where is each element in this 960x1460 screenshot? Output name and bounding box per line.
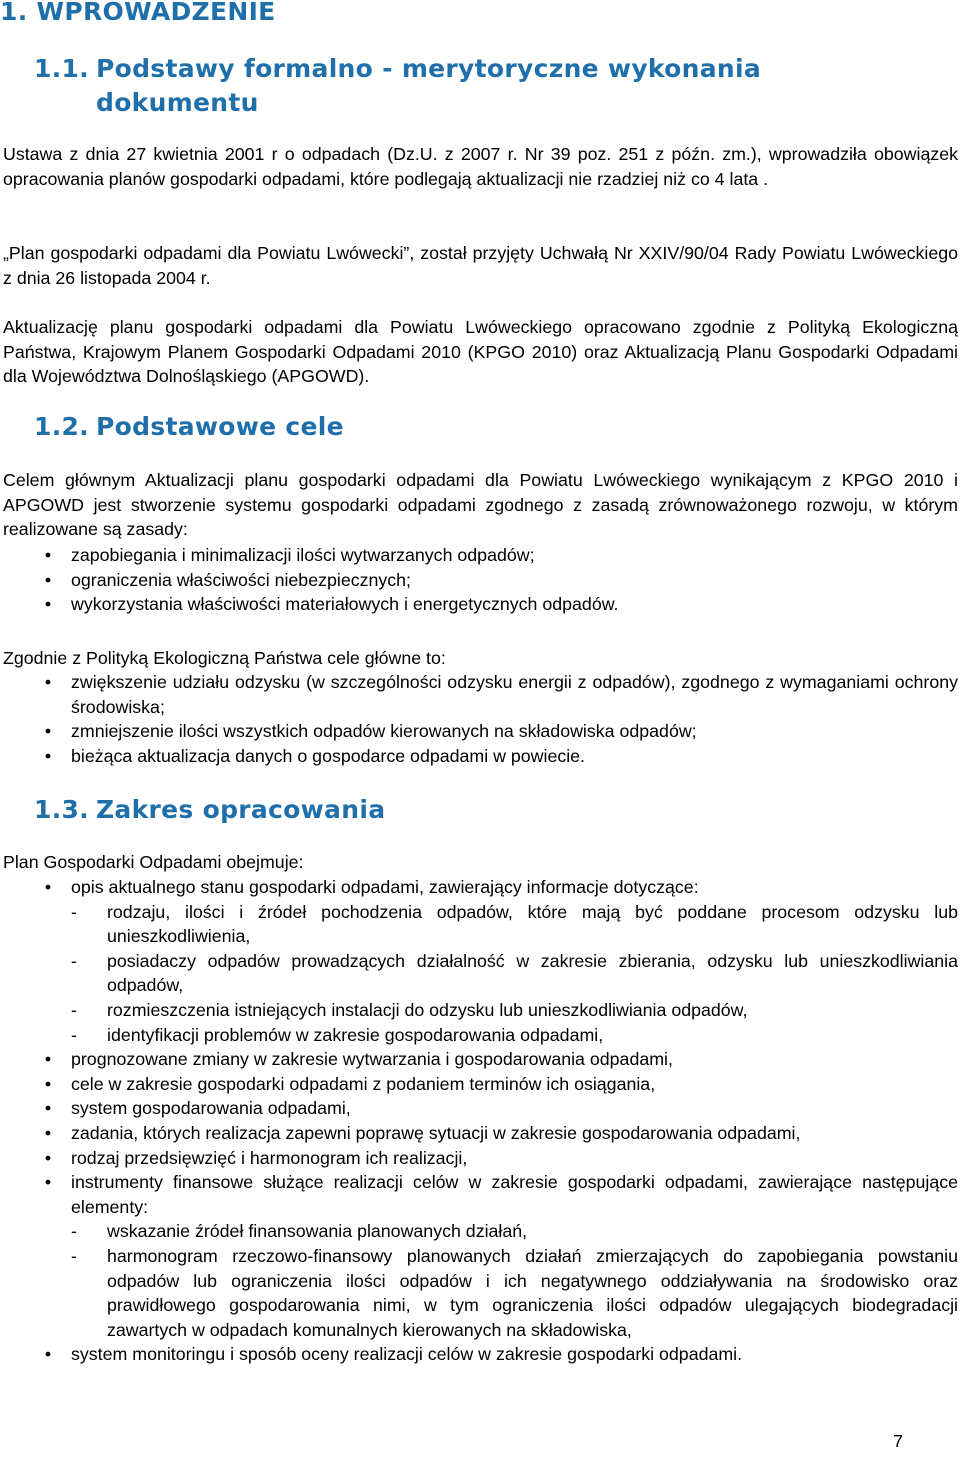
paragraph-plan-adoption: „Plan gospodarki odpadami dla Powiatu Lwówecki”, został przyjęty Uchwałą Nr XXIV/90/04 Rady Powiatu Lwóweckiego z dnia 26 listopada 2004 r. [3,243,958,288]
dash-icon: - [71,1245,77,1266]
dash-icon: - [71,999,77,1020]
scope-list [0,875,958,1367]
dash-icon: - [71,950,77,971]
bullet-icon: • [44,545,52,565]
paragraph-main-goal: Celem głównym Aktualizacji planu gospodarki odpadami dla Powiatu Lwóweckiego wynikającym z KPGO 2010 i APGOWD jest stworzenie systemu gospodarki odpadami zgodnego z zasadą zrównoważonego rozwoju, w którym realizowane są zasady: [3,470,958,540]
bullet-icon: • [44,569,52,590]
list-item: • system monitoringu i sposób oceny realizacji celów w zakresie gospodarki odpadami. [0,1342,958,1367]
list-item: • zwiększenie udziału odzysku (w szczególności odzysku energii z odpadów), zgodnego z wymaganiami ochrony środowiska; [0,670,958,719]
bullet-icon: • [44,1147,52,1168]
bullet-icon: • [44,1049,52,1070]
section-number: 1.2. [34,412,89,441]
bullet-icon: • [44,1172,52,1193]
section-title-line1: Podstawy formalno - merytoryczne wykonania [96,54,762,83]
sub-list-item: - posiadaczy odpadów prowadzących działalność w zakresie zbierania, odzysku lub unieszkodliwiania odpadów, [71,950,958,996]
dash-icon: - [71,901,77,922]
bullet-icon: • [44,721,52,742]
bullet-icon: • [44,1344,52,1365]
list-item: • wykorzystania właściwości materiałowych i energetycznych odpadów. [0,592,958,617]
dash-icon: - [71,1221,77,1242]
list-item: • zmniejszenie ilości wszystkich odpadów kierowanych na składowiska odpadów; [0,719,958,744]
section-heading-1-3 [34,793,385,827]
bullet-icon: • [44,877,52,897]
dash-icon: - [71,1024,77,1045]
list-item: • zapobiegania i minimalizacji ilości wytwarzanych odpadów; [0,543,958,568]
section-number: 1.1. [34,54,89,83]
goals-list [0,670,958,768]
bullet-icon: • [44,745,52,766]
list-item: • bieżąca aktualizacja danych o gospodarce odpadami w powiecie. [0,744,958,769]
section-title: Podstawowe cele [96,412,344,441]
sub-list-item: - rodzaju, ilości i źródeł pochodzenia odpadów, które mają być poddane procesom odzysku lub unieszkodliwienia, [71,901,958,947]
page-number: 7 [893,1431,903,1451]
list-item: • instrumenty finansowe służące realizacji celów w zakresie gospodarki odpadami, zawierające następujące elementy: - wskazanie źródeł finansowania planowanych działań, - harmonogram rzeczowo-finansowy planowanych działań zmierzających do zapobiegania powstaniu odpadów lub ograniczenia ilości odpadów i ich negatywnego oddziaływania na środowisko oraz prawidłowego gospodarowania nimi, w tym ograniczenia ilości odpadów ulegających biodegradacji zawartych w odpadach komunalnych kierowanych na składowiska, [0,1170,958,1342]
list-item: • prognozowane zmiany w zakresie wytwarzania i gospodarowania odpadami, [0,1047,958,1072]
sub-list-item: - rozmieszczenia istniejących instalacji do odzysku lub unieszkodliwiania odpadów, [71,998,958,1023]
bullet-icon: • [44,594,52,615]
list-item: • system gospodarowania odpadami, [0,1096,958,1121]
paragraph-update-basis: Aktualizację planu gospodarki odpadami dla Powiatu Lwóweckiego opracowano zgodnie z Polityką Ekologiczną Państwa, Krajowym Planem Gospodarki Odpadami 2010 (KPGO 2010) oraz Aktualizacją Planu Gospodarki Odpadami dla Województwa Dolnośląskiego (APGOWD). [3,317,958,387]
paragraph-legal-basis: Ustawa z dnia 27 kwietnia 2001 r o odpadach (Dz.U. z 2007 r. Nr 39 poz. 251 z późn. zm.), wprowadziła obowiązek opracowania planów gospodarki odpadami, które podlegają aktualizacji nie rzadziej niż co 4 lata . [3,144,958,189]
list-item: • rodzaj przedsięwzięć i harmonogram ich realizacji, [0,1146,958,1171]
section-title-line2: dokumentu [96,88,259,117]
bullet-icon: • [44,1098,52,1119]
section-title: Zakres opracowania [96,795,386,824]
list-item: • ograniczenia właściwości niebezpiecznych; [0,568,958,593]
bullet-icon: • [44,1122,52,1143]
chapter-heading: 1. WPROWADZENIE [0,0,276,26]
bullet-icon: • [44,1073,52,1094]
sub-list-item: - wskazanie źródeł finansowania planowanych działań, [71,1219,958,1244]
sub-list [71,1219,958,1342]
list-item: • cele w zakresie gospodarki odpadami z podaniem terminów ich osiągania, [0,1072,958,1097]
bullet-icon: • [44,672,52,692]
section-heading-1-2 [34,410,344,444]
paragraph-plan-scope: Plan Gospodarki Odpadami obejmuje: [3,852,304,872]
paragraph-policy-goals: Zgodnie z Polityką Ekologiczną Państwa cele główne to: [3,648,446,668]
section-number: 1.3. [34,795,89,824]
sub-list-item: - harmonogram rzeczowo-finansowy planowanych działań zmierzających do zapobiegania powstaniu odpadów lub ograniczenia ilości odpadów i ich negatywnego oddziaływania na środowisko oraz prawidłowego gospodarowania nimi, w tym ograniczenia ilości odpadów ulegających biodegradacji zawartych w odpadach komunalnych kierowanych na składowiska, [71,1245,958,1340]
sub-list [71,900,958,1048]
list-item: • zadania, których realizacja zapewni poprawę sytuacji w zakresie gospodarowania odpadami, [0,1121,958,1146]
principles-list [0,543,958,617]
list-item: • opis aktualnego stanu gospodarki odpadami, zawierający informacje dotyczące: - rodzaju, ilości i źródeł pochodzenia odpadów, które mają być poddane procesom odzysku lub unieszkodliwienia, - posiadaczy odpadów prowadzących działalność w zakresie zbierania, odzysku lub unieszkodliwiania odpadów, - rozmieszczenia istniejących instalacji do odzysku lub unieszkodliwiania odpadów, - identyfikacji problemów w zakresie gospodarowania odpadami, [0,875,958,1047]
sub-list-item: - identyfikacji problemów w zakresie gospodarowania odpadami, [71,1023,958,1048]
section-heading-1-1 [34,52,761,120]
